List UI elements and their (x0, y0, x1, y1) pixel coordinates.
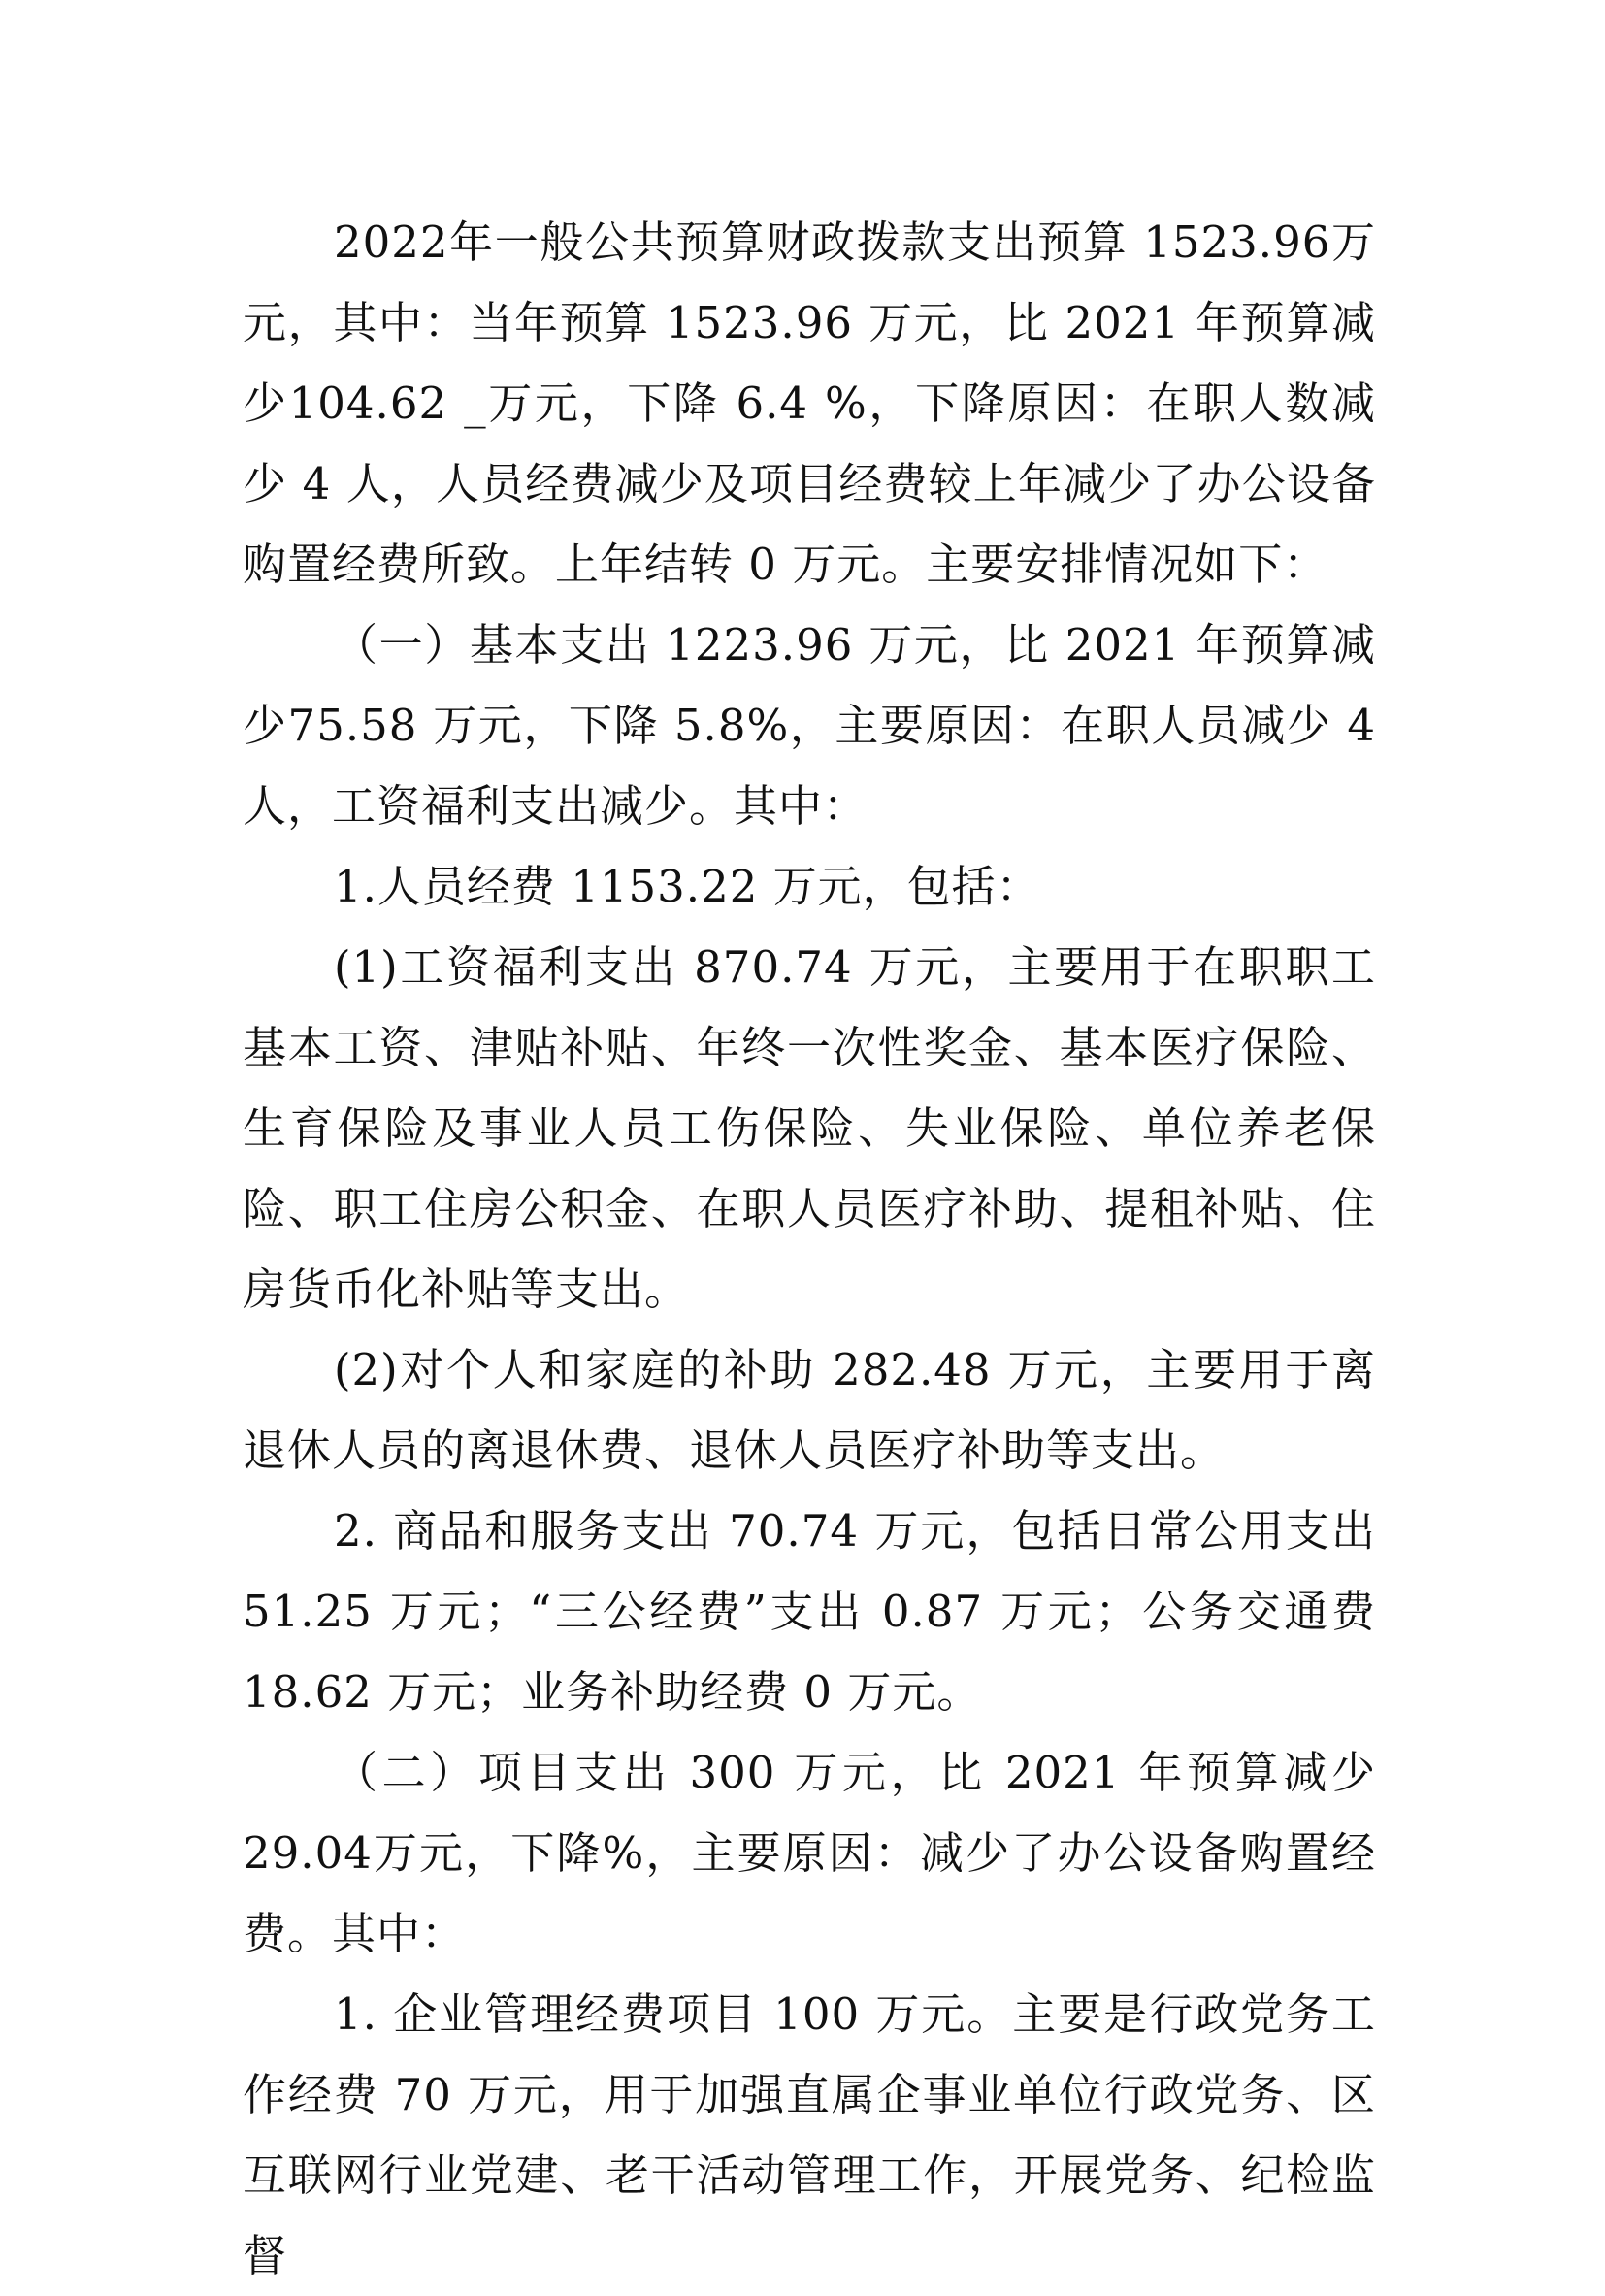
paragraph-budget-overview: 2022年一般公共预算财政拨款支出预算 1523.96万元，其中：当年预算 1523.96 万元，比 2021 年预算减少104.62 _万元，下降 6.4 %，下降原因：在职人数减少 4 人，人员经费减少及项目经费较上年减少了办公设备购置经费所致。上年结转 0 万元。主要安排情况如下： (243, 216, 1376, 590)
paragraph-enterprise-management: 1. 企业管理经费项目 100 万元。主要是行政党务工作经费 70 万元，用于加强直属企事业单位行政党务、区互联网行业党建、老干活动管理工作，开展党务、纪检监督 (243, 1988, 1376, 2281)
paragraph-wages-welfare: (1)工资福利支出 870.74 万元，主要用于在职职工基本工资、津贴补贴、年终一次性奖金、基本医疗保险、生育保险及事业人员工伤保险、失业保险、单位养老保险、职工住房公积金、在职人员医疗补助、提租补贴、住房货币化补贴等支出。 (243, 941, 1376, 1315)
paragraph-personnel-expenses: 1.人员经费 1153.22 万元，包括： (334, 861, 1041, 912)
paragraph-project-expenditure: （二）项目支出 300 万元，比 2021 年预算减少 29.04万元，下降%，主要原因：减少了办公设备购置经费。其中： (243, 1747, 1376, 1959)
paragraph-goods-services: 2. 商品和服务支出 70.74 万元，包括日常公用支出51.25 万元；“三公经费”支出 0.87 万元；公务交通费18.62 万元；业务补助经费 0 万元。 (243, 1505, 1376, 1718)
paragraph-household-subsidy: (2)对个人和家庭的补助 282.48 万元，主要用于离退休人员的离退休费、退休人员医疗补助等支出。 (243, 1344, 1376, 1476)
body-text (243, 202, 1376, 2296)
paragraph-basic-expenditure: （一）基本支出 1223.96 万元，比 2021 年预算减少75.58 万元，下降 5.8%，主要原因：在职人员减少 4 人，工资福利支出减少。其中： (243, 619, 1376, 832)
